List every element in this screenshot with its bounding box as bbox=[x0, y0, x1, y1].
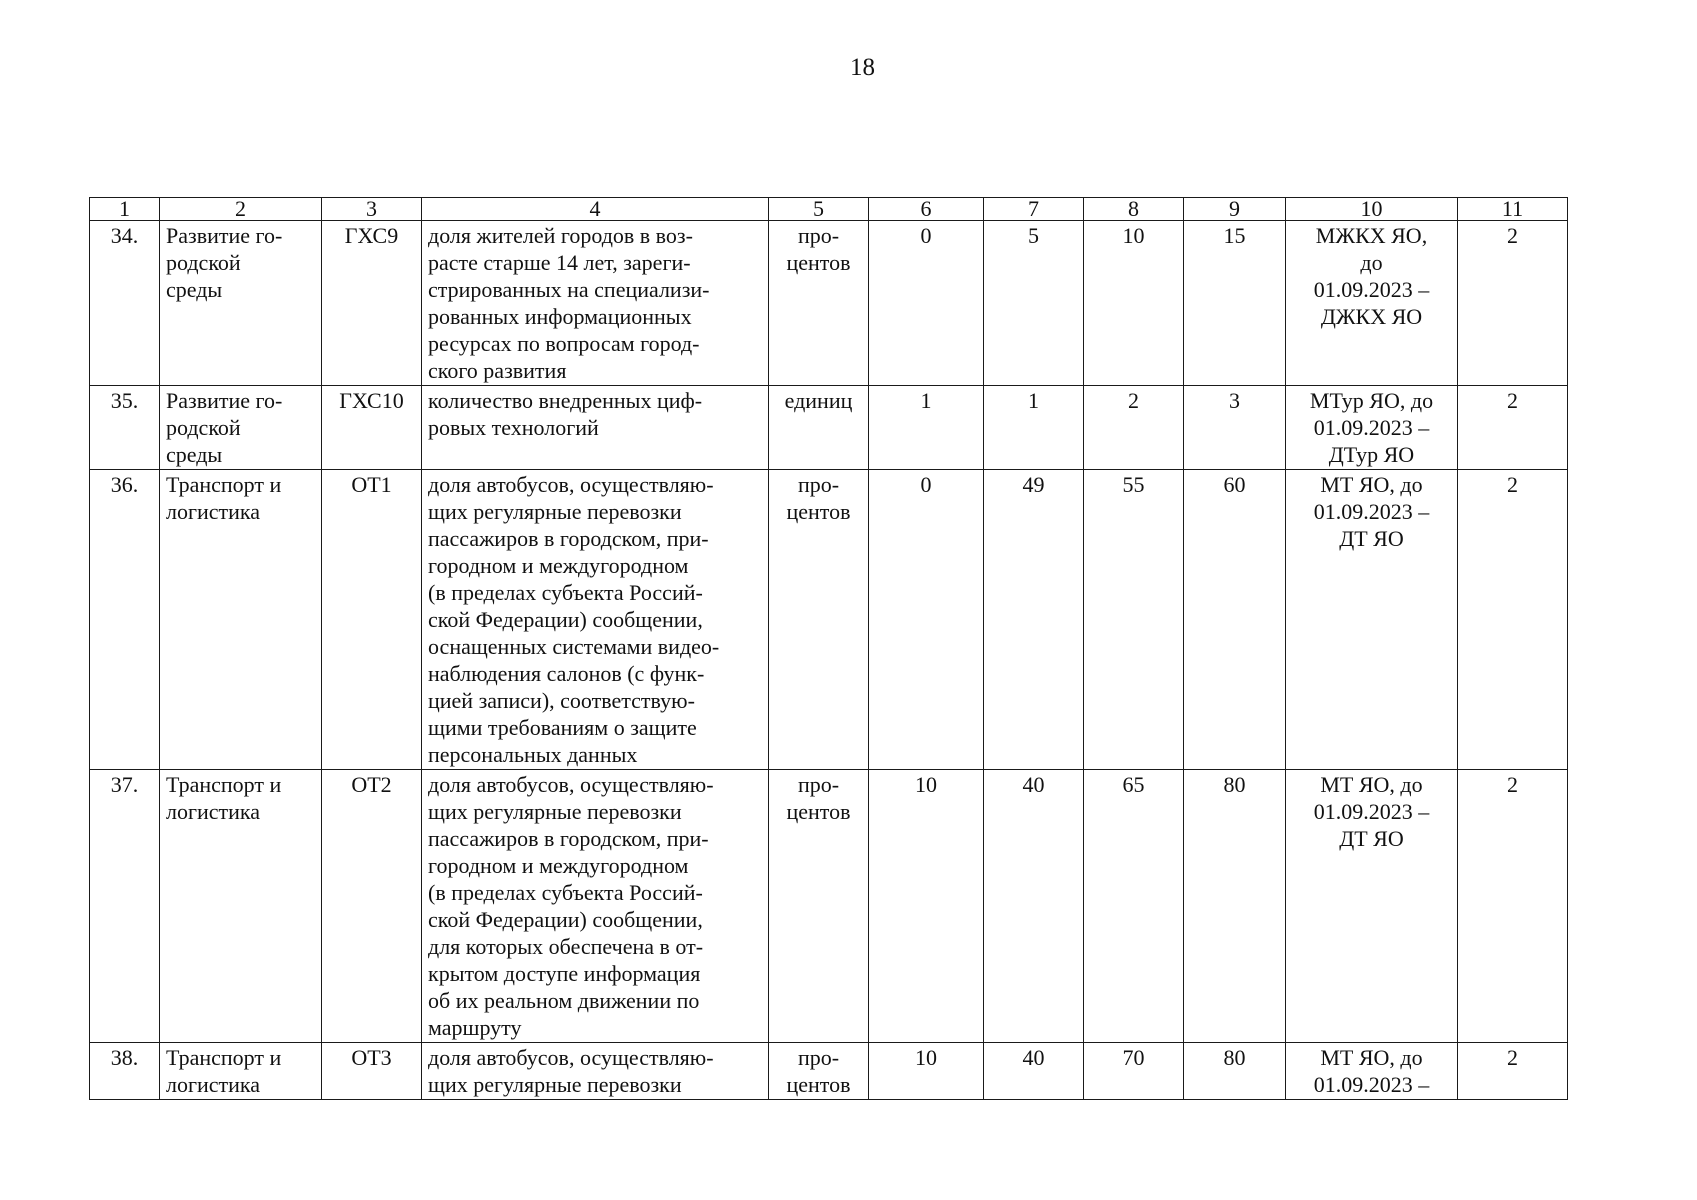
indicator-cell-line: щих регулярные перевозки bbox=[428, 499, 682, 524]
indicator-cell-line: пассажиров в городском, при- bbox=[428, 526, 709, 551]
indicator-cell-line: ского развития bbox=[428, 358, 567, 383]
value-cell-8: 2 bbox=[1084, 386, 1184, 470]
value-cell-6: 10 bbox=[869, 1043, 984, 1100]
responsible-cell-line: МТ ЯО, до bbox=[1320, 472, 1423, 497]
area-cell bbox=[160, 1043, 322, 1100]
row-number-cell: 35. bbox=[90, 386, 160, 470]
indicator-cell-line: персональных данных bbox=[428, 742, 638, 767]
value-cell-11: 2 bbox=[1458, 770, 1568, 1043]
area-cell-line: родской bbox=[166, 415, 241, 440]
row-number-cell: 37. bbox=[90, 770, 160, 1043]
indicator-cell-line: расте старше 14 лет, зареги- bbox=[428, 250, 691, 275]
responsible-cell-line: ДЖКХ ЯО bbox=[1320, 304, 1423, 329]
area-cell-line: Развитие го- bbox=[166, 223, 283, 248]
responsible-cell-line: до bbox=[1360, 250, 1383, 275]
unit-cell-line: центов bbox=[786, 799, 851, 824]
column-header: 11 bbox=[1458, 198, 1568, 221]
value-cell-9: 3 bbox=[1184, 386, 1286, 470]
value-cell-6: 10 bbox=[869, 770, 984, 1043]
responsible-cell-line: 01.09.2023 – bbox=[1313, 415, 1430, 440]
value-cell-8: 65 bbox=[1084, 770, 1184, 1043]
value-cell-9: 80 bbox=[1184, 770, 1286, 1043]
value-cell-7: 40 bbox=[984, 1043, 1084, 1100]
area-cell-line: родской bbox=[166, 250, 241, 275]
unit-cell-line: про- bbox=[797, 1045, 840, 1070]
indicator-cell-line: доля жителей городов в воз- bbox=[428, 223, 693, 248]
indicator-cell-line: ской Федерации) сообщении, bbox=[428, 607, 703, 632]
unit-cell bbox=[769, 470, 869, 770]
row-number-cell: 36. bbox=[90, 470, 160, 770]
indicator-cell-line: крытом доступе информация bbox=[428, 961, 701, 986]
indicator-cell-line: для которых обеспечена в от- bbox=[428, 934, 704, 959]
indicator-cell-line: пассажиров в городском, при- bbox=[428, 826, 709, 851]
code-cell: ОТ2 bbox=[322, 770, 422, 1043]
table-row bbox=[90, 386, 1568, 470]
responsible-cell-line: ДТ ЯО bbox=[1339, 526, 1404, 551]
indicator-cell-line: оснащенных системами видео- bbox=[428, 634, 720, 659]
table-row bbox=[90, 470, 1568, 770]
responsible-cell-line: 01.09.2023 – bbox=[1313, 1072, 1430, 1097]
area-cell bbox=[160, 770, 322, 1043]
responsible-cell bbox=[1286, 221, 1458, 386]
column-header: 4 bbox=[422, 198, 769, 221]
indicator-cell-line: ской Федерации) сообщении, bbox=[428, 907, 703, 932]
indicator-cell bbox=[422, 221, 769, 386]
indicator-cell-line: доля автобусов, осуществляю- bbox=[428, 472, 714, 497]
value-cell-11: 2 bbox=[1458, 470, 1568, 770]
indicator-cell-line: (в пределах субъекта Россий- bbox=[428, 880, 703, 905]
responsible-cell bbox=[1286, 386, 1458, 470]
unit-cell-line: единиц bbox=[784, 388, 853, 413]
responsible-cell-line: 01.09.2023 – bbox=[1313, 277, 1430, 302]
value-cell-11: 2 bbox=[1458, 386, 1568, 470]
page-number: 18 bbox=[850, 54, 875, 81]
row-number-cell: 34. bbox=[90, 221, 160, 386]
unit-cell bbox=[769, 770, 869, 1043]
column-header: 8 bbox=[1084, 198, 1184, 221]
area-cell bbox=[160, 221, 322, 386]
column-header: 5 bbox=[769, 198, 869, 221]
indicator-cell-line: доля автобусов, осуществляю- bbox=[428, 772, 714, 797]
responsible-cell-line: ДТур ЯО bbox=[1328, 442, 1415, 467]
area-cell-line: Развитие го- bbox=[166, 388, 283, 413]
area-cell bbox=[160, 386, 322, 470]
indicator-cell-line: ресурсах по вопросам город- bbox=[428, 331, 700, 356]
code-cell: ОТ1 bbox=[322, 470, 422, 770]
value-cell-6: 0 bbox=[869, 221, 984, 386]
responsible-cell-line: 01.09.2023 – bbox=[1313, 799, 1430, 824]
column-header: 6 bbox=[869, 198, 984, 221]
indicator-cell-line: об их реальном движении по bbox=[428, 988, 700, 1013]
unit-cell-line: центов bbox=[786, 499, 851, 524]
value-cell-9: 60 bbox=[1184, 470, 1286, 770]
indicator-cell-line: количество внедренных циф- bbox=[428, 388, 703, 413]
area-cell-line: среды bbox=[166, 442, 223, 467]
responsible-cell bbox=[1286, 470, 1458, 770]
column-header: 1 bbox=[90, 198, 160, 221]
value-cell-8: 10 bbox=[1084, 221, 1184, 386]
unit-cell-line: про- bbox=[797, 223, 840, 248]
code-cell: ГХС9 bbox=[322, 221, 422, 386]
column-header: 2 bbox=[160, 198, 322, 221]
responsible-cell-line: 01.09.2023 – bbox=[1313, 499, 1430, 524]
indicator-cell-line: щих регулярные перевозки bbox=[428, 1072, 682, 1097]
value-cell-6: 1 bbox=[869, 386, 984, 470]
value-cell-11: 2 bbox=[1458, 221, 1568, 386]
value-cell-8: 55 bbox=[1084, 470, 1184, 770]
indicator-cell bbox=[422, 470, 769, 770]
indicator-cell-line: маршруту bbox=[428, 1015, 522, 1040]
value-cell-7: 49 bbox=[984, 470, 1084, 770]
unit-cell bbox=[769, 221, 869, 386]
responsible-cell-line: МТ ЯО, до bbox=[1320, 1045, 1423, 1070]
indicator-cell-line: цией записи), соответствую- bbox=[428, 688, 695, 713]
column-header: 3 bbox=[322, 198, 422, 221]
column-header: 10 bbox=[1286, 198, 1458, 221]
area-cell-line: логистика bbox=[166, 499, 261, 524]
area-cell-line: Транспорт и bbox=[166, 772, 282, 797]
area-cell bbox=[160, 470, 322, 770]
table-row bbox=[90, 1043, 1568, 1100]
code-cell: ГХС10 bbox=[322, 386, 422, 470]
indicator-cell-line: ровых технологий bbox=[428, 415, 599, 440]
code-cell: ОТ3 bbox=[322, 1043, 422, 1100]
indicator-cell-line: доля автобусов, осуществляю- bbox=[428, 1045, 714, 1070]
indicator-cell bbox=[422, 1043, 769, 1100]
area-cell-line: среды bbox=[166, 277, 223, 302]
responsible-cell-line: МТур ЯО, до bbox=[1309, 388, 1434, 413]
indicators-table bbox=[89, 197, 1568, 1100]
unit-cell-line: про- bbox=[797, 472, 840, 497]
value-cell-8: 70 bbox=[1084, 1043, 1184, 1100]
unit-cell bbox=[769, 386, 869, 470]
indicator-cell-line: рованных информационных bbox=[428, 304, 692, 329]
indicator-cell-line: щими требованиям о защите bbox=[428, 715, 697, 740]
indicator-cell bbox=[422, 770, 769, 1043]
column-number-row bbox=[90, 198, 1568, 221]
unit-cell bbox=[769, 1043, 869, 1100]
unit-cell-line: центов bbox=[786, 250, 851, 275]
responsible-cell bbox=[1286, 770, 1458, 1043]
responsible-cell-line: МТ ЯО, до bbox=[1320, 772, 1423, 797]
area-cell-line: логистика bbox=[166, 1072, 261, 1097]
area-cell-line: Транспорт и bbox=[166, 472, 282, 497]
indicator-cell-line: городном и междугородном bbox=[428, 553, 689, 578]
column-header: 9 bbox=[1184, 198, 1286, 221]
table-row bbox=[90, 221, 1568, 386]
value-cell-6: 0 bbox=[869, 470, 984, 770]
value-cell-9: 80 bbox=[1184, 1043, 1286, 1100]
value-cell-7: 40 bbox=[984, 770, 1084, 1043]
value-cell-9: 15 bbox=[1184, 221, 1286, 386]
indicator-cell-line: (в пределах субъекта Россий- bbox=[428, 580, 703, 605]
table-row bbox=[90, 770, 1568, 1043]
unit-cell-line: про- bbox=[797, 772, 840, 797]
indicator-cell-line: городном и междугородном bbox=[428, 853, 689, 878]
responsible-cell bbox=[1286, 1043, 1458, 1100]
indicator-cell-line: наблюдения салонов (с функ- bbox=[428, 661, 705, 686]
unit-cell-line: центов bbox=[786, 1072, 851, 1097]
area-cell-line: Транспорт и bbox=[166, 1045, 282, 1070]
value-cell-11: 2 bbox=[1458, 1043, 1568, 1100]
value-cell-7: 5 bbox=[984, 221, 1084, 386]
area-cell-line: логистика bbox=[166, 799, 261, 824]
responsible-cell-line: ДТ ЯО bbox=[1339, 826, 1404, 851]
row-number-cell: 38. bbox=[90, 1043, 160, 1100]
indicator-cell-line: щих регулярные перевозки bbox=[428, 799, 682, 824]
responsible-cell-line: МЖКХ ЯО, bbox=[1315, 223, 1428, 248]
indicator-cell-line: стрированных на специализи- bbox=[428, 277, 710, 302]
value-cell-7: 1 bbox=[984, 386, 1084, 470]
column-header: 7 bbox=[984, 198, 1084, 221]
indicator-cell bbox=[422, 386, 769, 470]
